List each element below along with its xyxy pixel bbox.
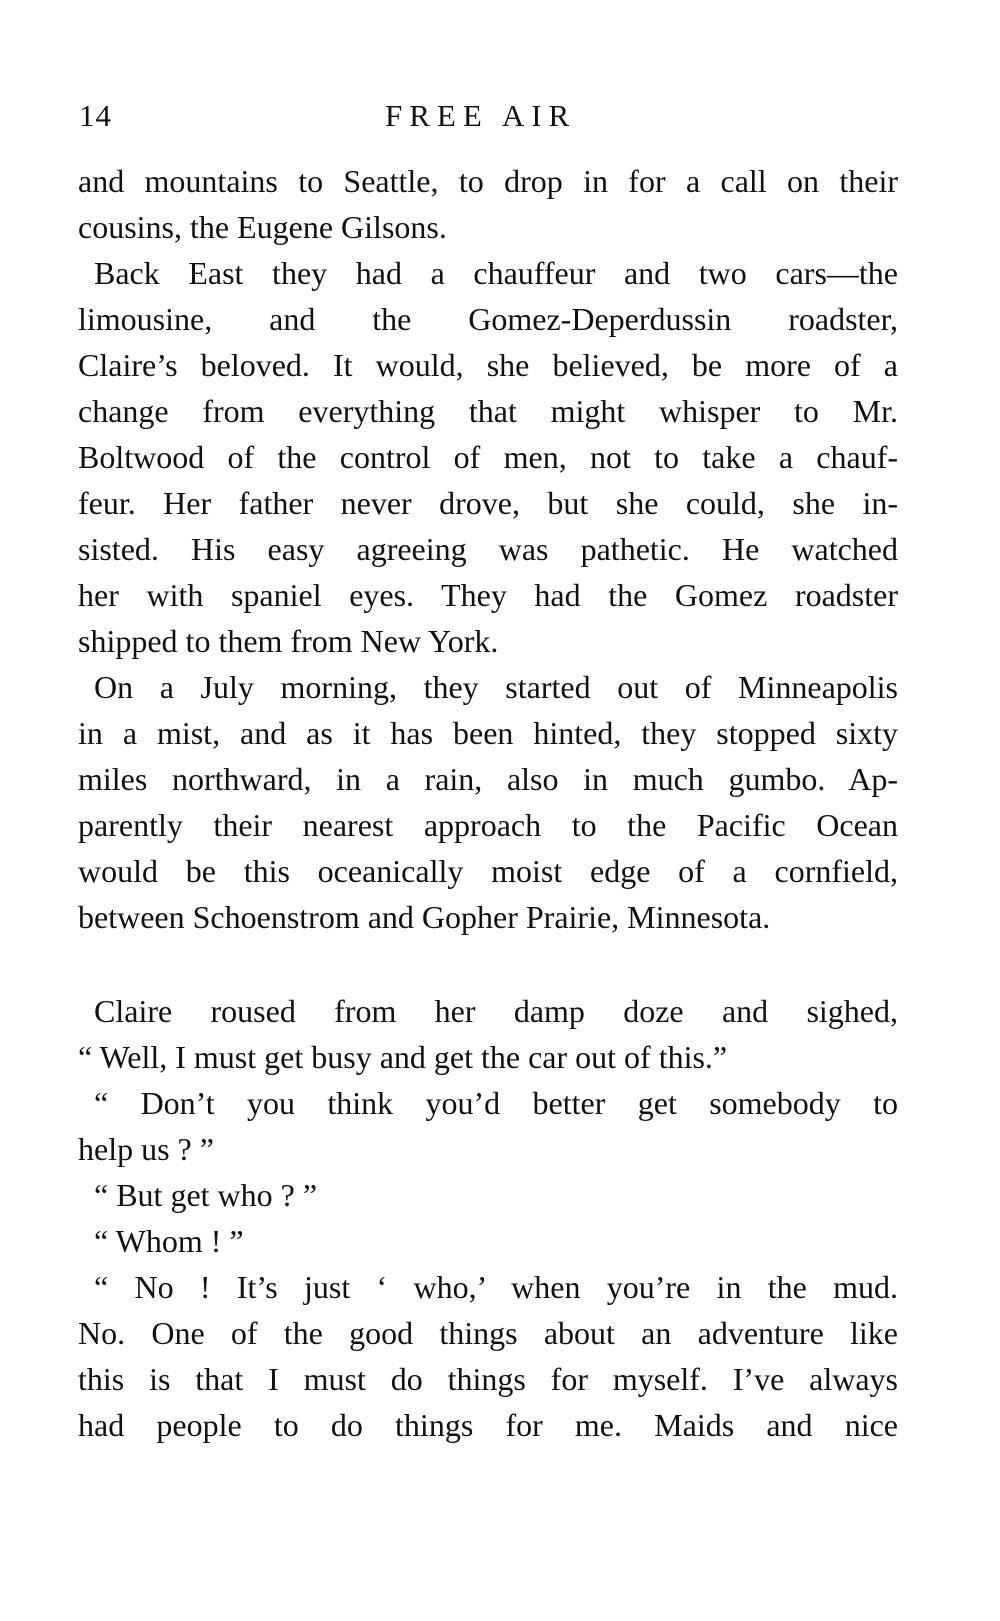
- text-line: Claire’s beloved. It would, she believed, be more of a: [78, 347, 898, 383]
- text-line: “ No ! It’s just ‘ who,’ when you’re in the mud.: [78, 1269, 898, 1305]
- text-line: help us ? ”: [78, 1131, 214, 1167]
- text-line: cousins, the Eugene Gilsons.: [78, 209, 447, 245]
- text-line: change from everything that might whisper to Mr.: [78, 393, 898, 429]
- text-line: No. One of the good things about an adventure like: [78, 1315, 898, 1351]
- text-line: in a mist, and as it has been hinted, they stopped sixty: [78, 715, 898, 751]
- text-line: “ Whom ! ”: [78, 1223, 244, 1259]
- body-text: [78, 158, 898, 1448]
- text-line: Boltwood of the control of men, not to take a chauf-: [78, 439, 898, 475]
- text-line: and mountains to Seattle, to drop in for a call on their: [78, 163, 898, 199]
- text-line: sisted. His easy agreeing was pathetic. He watched: [78, 531, 898, 567]
- text-line: between Schoenstrom and Gopher Prairie, Minnesota.: [78, 899, 771, 935]
- text-line: Claire roused from her damp doze and sighed,: [78, 993, 898, 1029]
- text-line: “ Don’t you think you’d better get somebody to: [78, 1085, 898, 1121]
- text-line: Back East they had a chauffeur and two cars—the: [78, 255, 898, 291]
- page-number: 14: [79, 98, 112, 133]
- text-line: this is that I must do things for myself. I’ve always: [78, 1361, 898, 1397]
- text-line: feur. Her father never drove, but she could, she in-: [78, 485, 898, 521]
- section-break: [78, 940, 898, 988]
- text-line: “ But get who ? ”: [78, 1177, 318, 1213]
- running-title: FREE AIR: [385, 98, 577, 133]
- text-line: “ Well, I must get busy and get the car out of this.”: [78, 1039, 728, 1075]
- text-line: limousine, and the Gomez-Deperdussin roadster,: [78, 301, 898, 337]
- running-head: [0, 98, 1000, 144]
- text-line: miles northward, in a rain, also in much gumbo. Ap-: [78, 761, 898, 797]
- text-line: parently their nearest approach to the Pacific Ocean: [78, 807, 898, 843]
- text-line: On a July morning, they started out of Minneapolis: [78, 669, 898, 705]
- text-line: would be this oceanically moist edge of a cornfield,: [78, 853, 898, 889]
- text-line: shipped to them from New York.: [78, 623, 499, 659]
- text-line: had people to do things for me. Maids and nice: [78, 1407, 898, 1443]
- text-line: her with spaniel eyes. They had the Gomez roadster: [78, 577, 898, 613]
